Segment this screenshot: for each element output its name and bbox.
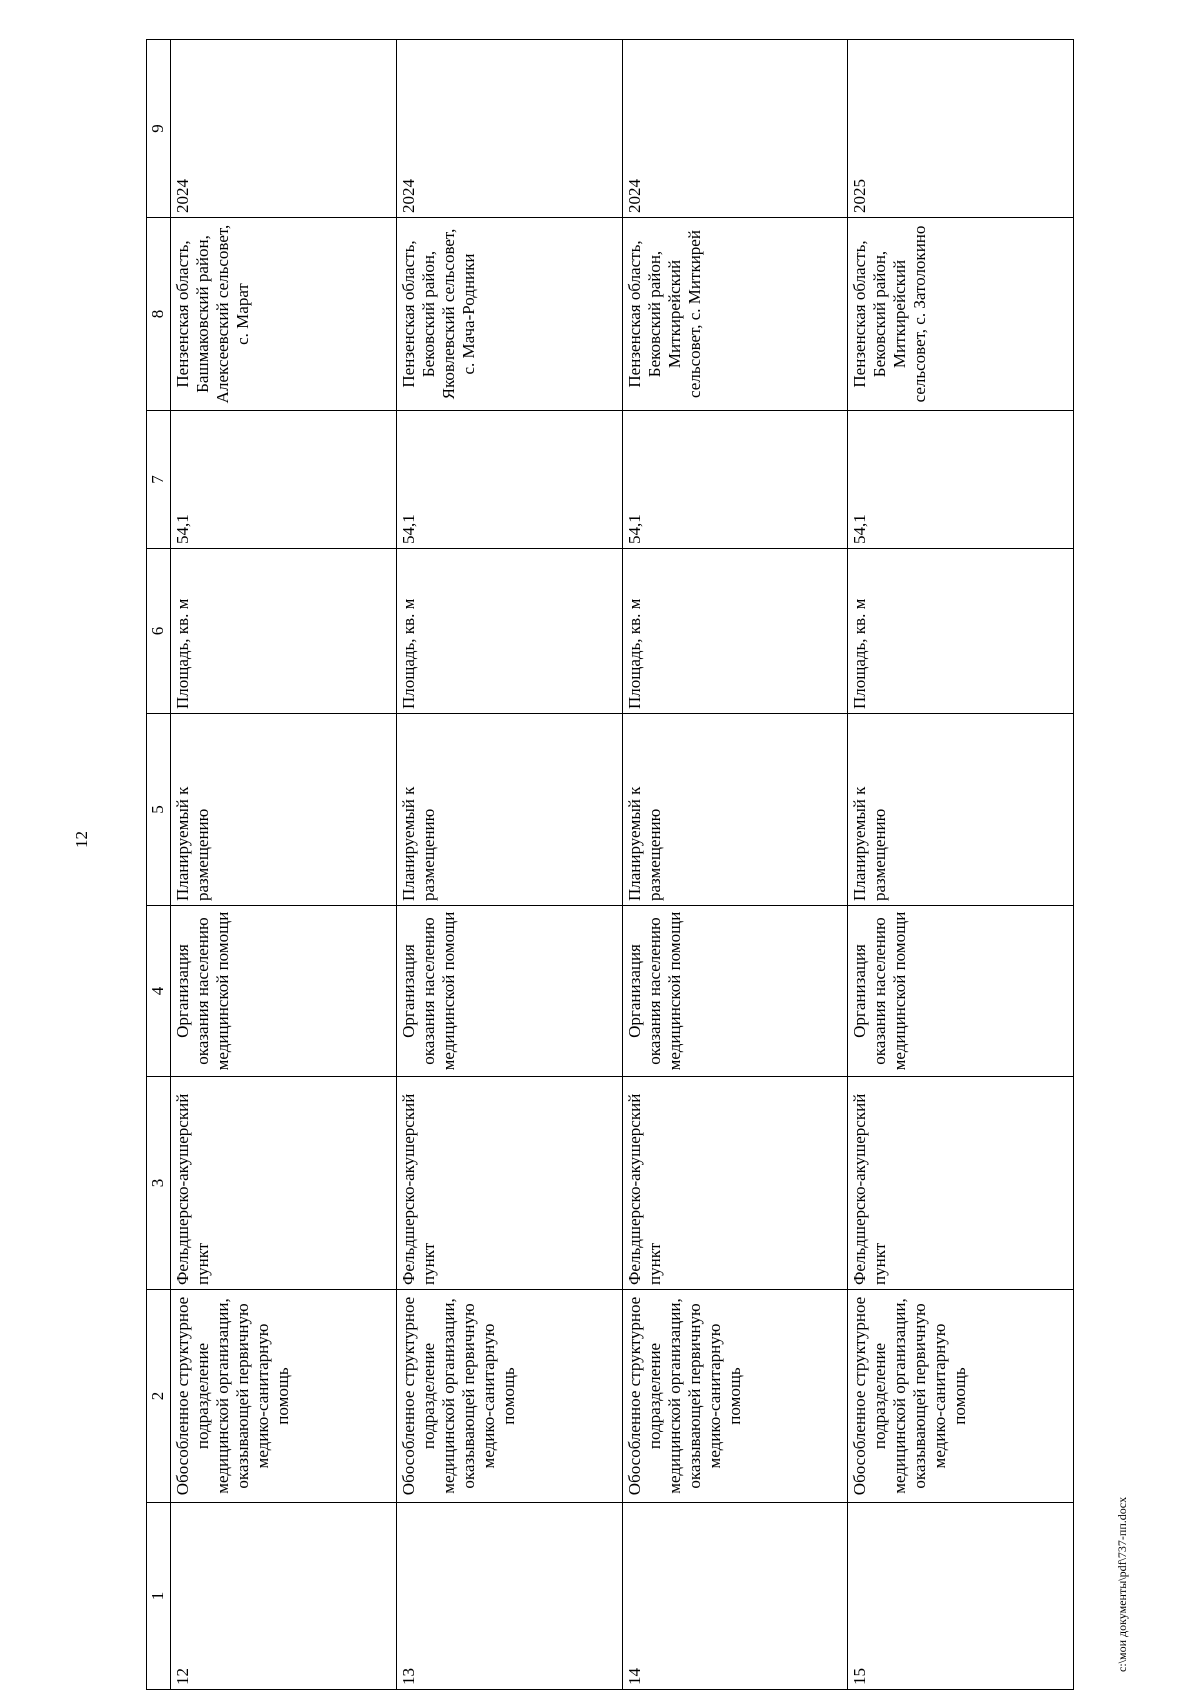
object-location: Пензенская область, Бековский район, Миткирейский сельсовет, с. Миткирей: [622, 218, 848, 411]
page-number: 12: [72, 831, 91, 848]
object-location: Пензенская область, Бековский район, Яковлевский сельсовет, с. Мача-Родники: [396, 218, 622, 411]
column-number-row: [147, 40, 171, 1690]
object-status: Планируемый к размещению: [396, 714, 622, 906]
row-number: 13: [396, 1503, 622, 1690]
object-name: Фельдшерско-акушерский пункт: [171, 1077, 397, 1290]
object-type: Обособленное структурное подразделение медицинской организации, оказывающей первичную медико-санитарную помощь: [622, 1290, 848, 1503]
column-number: 4: [147, 906, 171, 1077]
table-row: [171, 40, 397, 1690]
table-row: [396, 40, 622, 1690]
row-number: 15: [848, 1503, 1074, 1690]
column-number: 7: [147, 411, 171, 549]
characteristic-value: 54,1: [396, 411, 622, 549]
characteristic-value: 54,1: [622, 411, 848, 549]
column-number: 2: [147, 1290, 171, 1503]
characteristic-value: 54,1: [171, 411, 397, 549]
table-row: [622, 40, 848, 1690]
object-purpose: Организация оказания населению медицинской помощи: [622, 906, 848, 1077]
row-number: 14: [622, 1503, 848, 1690]
object-location: Пензенская область, Бековский район, Миткирейский сельсовет, с. Затолокино: [848, 218, 1074, 411]
object-purpose: Организация оказания населению медицинской помощи: [396, 906, 622, 1077]
footer-file-path: c:\мои документы\pdf\737-пп.docx: [1115, 1496, 1129, 1672]
characteristic-name: Площадь, кв. м: [396, 549, 622, 714]
column-number: 6: [147, 549, 171, 714]
object-name: Фельдшерско-акушерский пункт: [622, 1077, 848, 1290]
object-name: Фельдшерско-акушерский пункт: [396, 1077, 622, 1290]
table-row: [848, 40, 1074, 1690]
object-type: Обособленное структурное подразделение медицинской организации, оказывающей первичную медико-санитарную помощь: [396, 1290, 622, 1503]
implementation-year: 2024: [622, 40, 848, 218]
implementation-year: 2024: [396, 40, 622, 218]
characteristic-name: Площадь, кв. м: [848, 549, 1074, 714]
object-name: Фельдшерско-акушерский пункт: [848, 1077, 1074, 1290]
implementation-year: 2025: [848, 40, 1074, 218]
object-purpose: Организация оказания населению медицинской помощи: [171, 906, 397, 1077]
column-number: 5: [147, 714, 171, 906]
column-number: 1: [147, 1503, 171, 1690]
object-status: Планируемый к размещению: [171, 714, 397, 906]
characteristic-value: 54,1: [848, 411, 1074, 549]
implementation-year: 2024: [171, 40, 397, 218]
rotated-table-container: [146, 40, 1074, 1690]
object-status: Планируемый к размещению: [848, 714, 1074, 906]
object-status: Планируемый к размещению: [622, 714, 848, 906]
object-purpose: Организация оказания населению медицинской помощи: [848, 906, 1074, 1077]
row-number: 12: [171, 1503, 397, 1690]
facilities-table: [146, 39, 1074, 1690]
object-type: Обособленное структурное подразделение медицинской организации, оказывающей первичную медико-санитарную помощь: [171, 1290, 397, 1503]
column-number: 9: [147, 40, 171, 218]
characteristic-name: Площадь, кв. м: [171, 549, 397, 714]
column-number: 3: [147, 1077, 171, 1290]
column-number: 8: [147, 218, 171, 411]
object-type: Обособленное структурное подразделение медицинской организации, оказывающей первичную медико-санитарную помощь: [848, 1290, 1074, 1503]
object-location: Пензенская область, Башмаковский район, Алексеевский сельсовет, с. Марат: [171, 218, 397, 411]
characteristic-name: Площадь, кв. м: [622, 549, 848, 714]
